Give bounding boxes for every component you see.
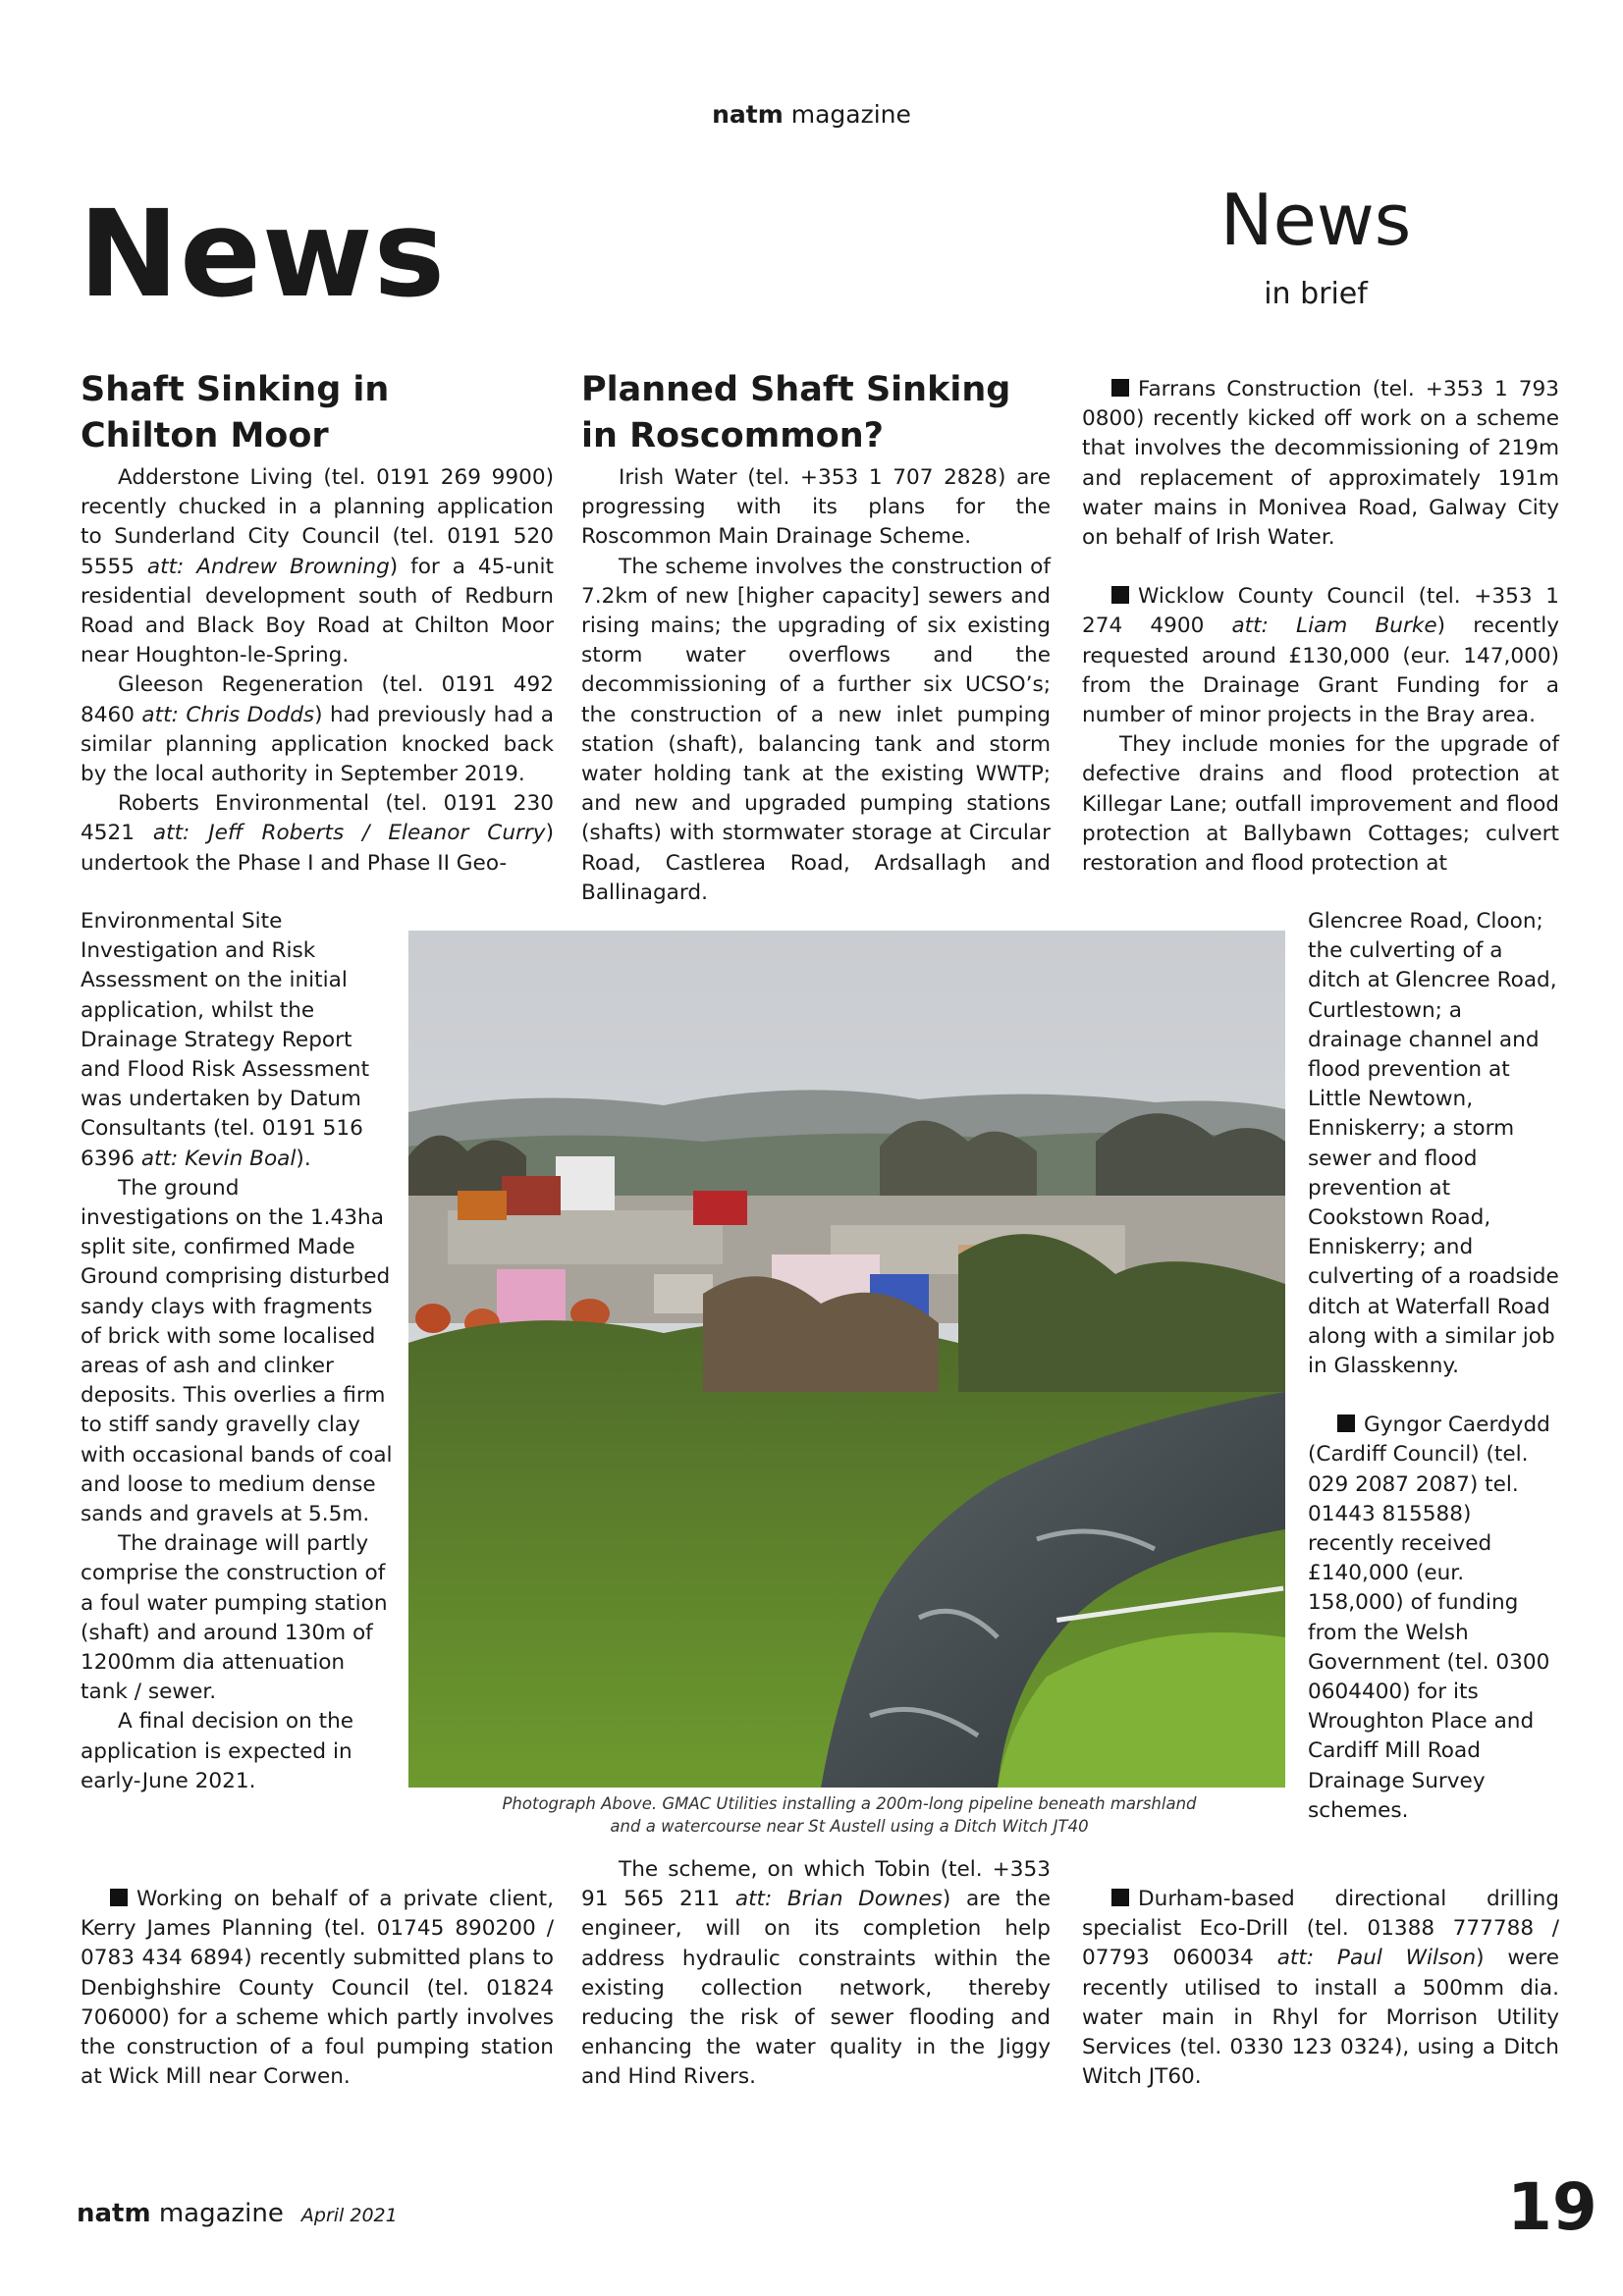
text: Wicklow County Council (tel. +353 1 274 4900 <box>1082 584 1559 639</box>
attention-name: att: Brian Downes <box>734 1887 943 1912</box>
headline-line: Planned Shaft Sinking <box>581 370 1011 409</box>
caption-line: Photograph Above. GMAC Utilities installing a 200m-long pipeline beneath marshland <box>502 1794 1197 1813</box>
text: Roberts Environmental (tel. 0191 230 4521 <box>81 791 554 846</box>
brief-wicklow <box>1082 582 1559 730</box>
masthead-brand-rest: magazine <box>783 100 911 129</box>
brief-wick-mill <box>81 1885 554 2092</box>
construction-site-photo <box>408 931 1285 1788</box>
masthead-brand-bold: natm <box>712 100 784 129</box>
attention-name: att: Liam Burke <box>1231 614 1437 639</box>
text: ) are the engineer, will on its completion help address hydraulic constraints within the existing collection network, thereby reducing the risk of sewer flooding and enhancing the water quality in the Jiggy and Hind Rivers. <box>581 1887 1051 2090</box>
paragraph: A final decision on the application is expected in early-June 2021. <box>81 1709 354 1793</box>
text: Environmental Site Investigation and Risk Assessment on the initial application, whilst the Drainage Strategy Report and Flood Risk Assessment was undertaken by Datum Consultants (tel. 0191 516 6396 <box>81 909 370 1171</box>
photo-caption <box>491 1792 1208 1838</box>
attention-name: att: Kevin Boal <box>140 1146 297 1171</box>
bullet-square-icon <box>110 1889 128 1906</box>
headline-line: Shaft Sinking in <box>81 370 390 409</box>
page-number: 19 <box>1507 2169 1597 2245</box>
text: Durham-based directional drilling specialist Eco-Drill (tel. 01388 777788 / 07793 060034 <box>1082 1887 1559 1971</box>
paragraph: Irish Water (tel. +353 1 707 2828) are progressing with its plans for the Roscommon Main Drainage Scheme. <box>581 465 1051 550</box>
attention-name: att: Paul Wilson <box>1276 1946 1477 1971</box>
bullet-square-icon <box>1111 379 1129 397</box>
attention-name: att: Jeff Roberts / Eleanor Curry <box>152 821 546 846</box>
news-in-brief-subtitle: in brief <box>1264 277 1368 311</box>
paragraph: The ground investigations on the 1.43ha split site, confirmed Made Ground comprising disturbed sandy clays with fragments of brick with some localised areas of ash and clinker deposits. This overlies a firm to stiff sandy gravelly clay with occasional bands of coal and loose to medium dense sands and gravels at 5.5m. <box>81 1175 393 1527</box>
text: ) for a 45-unit residential development south of Redburn Road and Black Boy Road at Chilton Moor near Houghton-le-Spring. <box>81 554 554 668</box>
paragraph: They include monies for the upgrade of defective drains and flood protection at Killegar Lane; outfall improvement and flood protection at Ballybawn Cottages; culvert restoration and flood protection at <box>1082 732 1559 877</box>
text: Farrans Construction (tel. +353 1 793 0800) recently kicked off work on a scheme that involves the decommissioning of 219m and replacement of approximately 191m water mains in Monivea Road, Galway City on behalf of Irish Water. <box>1082 377 1559 551</box>
headline-line: Chilton Moor <box>81 416 329 455</box>
paragraph: The scheme involves the construction of 7.2km of new [higher capacity] sewers and rising mains; the upgrading of six existing storm water overflows and the decommissioning of a further six UCSO’s; the construction of a new inlet pumping station (shaft), balancing tank and storm water holding tank at the existing WWTP; and new and upgraded pumping stations (shafts) with stormwater storage at Circular Road, Castlerea Road, Ardsallagh and Ballinagard. <box>581 554 1051 905</box>
masthead <box>0 100 1623 129</box>
brief-column-narrow <box>1308 907 1559 1826</box>
paragraph <box>81 789 554 879</box>
article-roscommon-body-continued <box>581 1855 1051 2093</box>
brief-column-wide <box>1082 375 1559 879</box>
bullet-square-icon <box>1111 586 1129 604</box>
text: Gyngor Caerdydd (Cardiff Council) (tel. 029 2087 2087) tel. 01443 815588) recently received £140,000 (eur. 158,000) of funding from the Welsh Government (tel. 0300 0604400) for its Wroughton Place and Cardiff Mill Road Drainage Survey schemes. <box>1308 1413 1550 1823</box>
text: ) were recently utilised to install a 500mm dia. water main in Rhyl for Morrison Utility Services (tel. 0330 123 0324), using a Ditch Witch JT60. <box>1082 1946 1559 2090</box>
paragraph <box>81 907 393 1174</box>
text: Adderstone Living (tel. 0191 269 9900) recently chucked in a planning application to Sunderland City Council (tel. 0191 520 5555 <box>81 465 554 579</box>
text: Gleeson Regeneration (tel. 0191 492 8460 <box>81 672 554 727</box>
bullet-square-icon <box>1111 1889 1129 1906</box>
article-chilton-moor-body-wide <box>81 463 554 879</box>
attention-name: att: Chris Dodds <box>141 702 315 727</box>
photo-illustration <box>408 931 1285 1788</box>
text: ) recently requested around £130,000 (eur. 147,000) from the Drainage Grant Funding for a number of minor projects in the Bray area. <box>1082 614 1559 728</box>
attention-name: att: Andrew Browning <box>146 554 390 579</box>
text: ) had previously had a similar planning application knocked back by the local authority in September 2019. <box>81 702 554 787</box>
brief-cardiff <box>1308 1411 1559 1826</box>
paragraph <box>581 1855 1051 2093</box>
article-chilton-moor-body-narrow <box>81 907 393 1796</box>
section-title: News <box>79 185 447 324</box>
article-roscommon-body <box>581 463 1051 908</box>
text: The scheme, on which Tobin (tel. +353 91 565 211 <box>581 1857 1051 1912</box>
brief-farrans <box>1082 375 1559 553</box>
paragraph: The drainage will partly comprise the construction of a foul water pumping station (shaft) and around 130m of 1200mm dia attenuation tank / sewer. <box>81 1531 388 1705</box>
caption-line: and a watercourse near St Austell using a Ditch Witch JT40 <box>610 1817 1089 1836</box>
headline-line: in Roscommon? <box>581 416 884 455</box>
paragraph <box>1082 1885 1559 2092</box>
paragraph <box>81 463 554 670</box>
bullet-square-icon <box>1337 1415 1355 1432</box>
footer-brand <box>77 2199 398 2228</box>
article-roscommon-headline <box>581 367 1053 459</box>
footer-brand-rest: magazine <box>150 2199 284 2228</box>
issue-date: April 2021 <box>300 2205 398 2226</box>
brief-eco-drill <box>1082 1885 1559 2092</box>
text: ) undertook the Phase I and Phase II Geo- <box>81 821 554 876</box>
text: ). <box>296 1146 311 1171</box>
article-chilton-moor-headline <box>81 367 552 459</box>
news-in-brief-title: News <box>1219 179 1412 261</box>
paragraph: Glencree Road, Cloon; the culverting of a ditch at Glencree Road, Curtlestown; a drainage channel and flood prevention at Little Newtown, Enniskerry; a storm sewer and flood prevention at Cookstown Road, Enniskerry; and culverting of a roadside ditch at Waterfall Road along with a similar job in Glasskenny. <box>1308 909 1559 1379</box>
footer-brand-bold: natm <box>77 2199 151 2228</box>
text: Working on behalf of a private client, Kerry James Planning (tel. 01745 890200 / 0783 434 6894) recently submitted plans to Denbighshire County Council (tel. 01824 706000) for a scheme which partly involves the construction of a foul pumping station at Wick Mill near Corwen. <box>81 1887 554 2090</box>
paragraph <box>81 1885 554 2092</box>
paragraph <box>81 670 554 789</box>
